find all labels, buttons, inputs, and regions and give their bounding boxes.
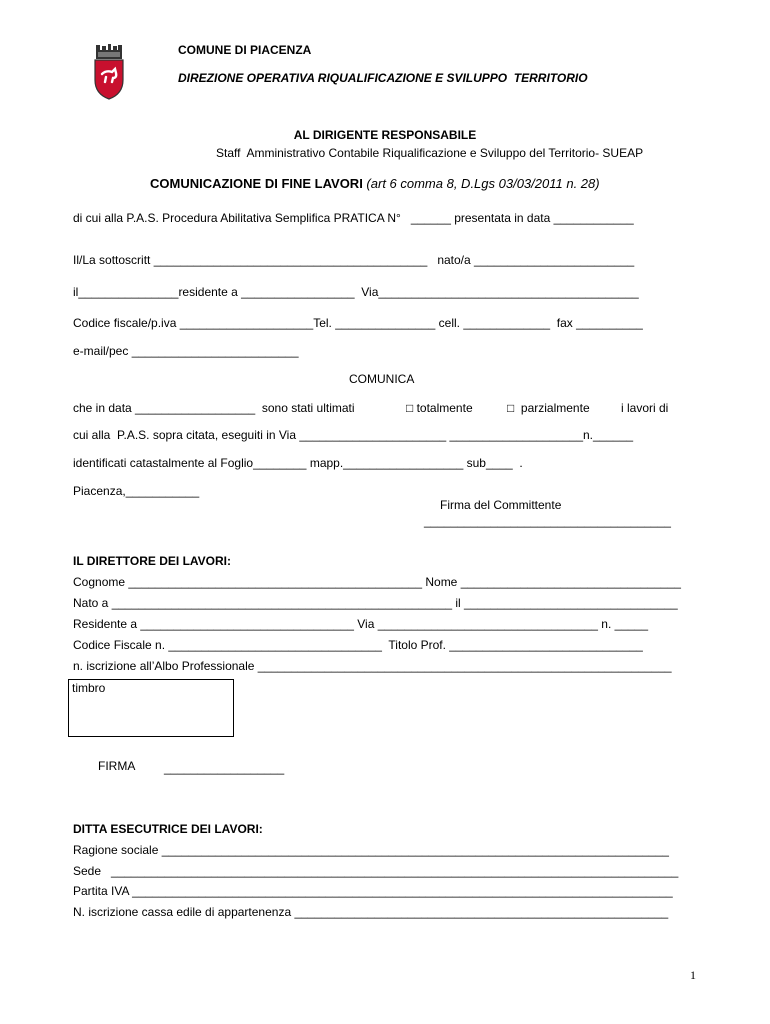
piacenza-crest-icon (92, 44, 126, 100)
firma-line[interactable]: __________________ (164, 761, 285, 775)
ditta-sede-line[interactable]: Sede _____________________________________________________________________________________ (73, 864, 679, 878)
form-title (150, 176, 600, 191)
catastali-line[interactable]: identificati catastalmente al Foglio________ mapp.__________________ sub____ . (73, 456, 523, 470)
direttore-residente-line[interactable]: Residente a ________________________________ Via _________________________________ n. _____ (73, 617, 649, 631)
ditta-ragione-sociale-line[interactable]: Ragione sociale ____________________________________________________________________________ (73, 843, 669, 857)
firma-committente-line[interactable]: _____________________________________ (424, 514, 671, 528)
recipient-title: AL DIRIGENTE RESPONSABILE (293, 128, 477, 142)
city-name: COMUNE DI PIACENZA (178, 43, 312, 57)
data-lavori-line[interactable]: che in data __________________ sono stati ultimati (73, 401, 355, 415)
form-title-reference: (art 6 comma 8, D.Lgs 03/03/2011 n. 28) (362, 176, 600, 191)
firma-committente-label: Firma del Committente (440, 498, 562, 512)
ditta-cassa-edile-line[interactable]: N. iscrizione cassa edile di appartenenza ________________________________________________________ (73, 905, 669, 919)
via-lavori-line[interactable]: cui alla P.A.S. sopra citata, eseguiti in Via ______________________ ____________________n.______ (73, 428, 634, 442)
pratica-line[interactable]: di cui alla P.A.S. Procedura Abilitativa Semplifica PRATICA N° ______ presentata in data ____________ (73, 211, 634, 225)
direttore-nato-line[interactable]: Nato a ___________________________________________________ il ________________________________ (73, 596, 678, 610)
timbro-label: timbro (72, 681, 106, 695)
comunica-heading: COMUNICA (349, 372, 415, 386)
sottoscritto-line[interactable]: Il/La sottoscritt _________________________________________ nato/a ________________________ (73, 253, 635, 267)
ditta-partita-iva-line[interactable]: Partita IVA _________________________________________________________________________________ (73, 884, 673, 898)
ditta-heading: DITTA ESECUTRICE DEI LAVORI: (73, 822, 263, 836)
recipient-subtitle: Staff Amministrativo Contabile Riqualificazione e Sviluppo del Territorio- SUEAP (216, 146, 644, 160)
direttore-cognome-line[interactable]: Cognome ____________________________________________ Nome _________________________________ (73, 575, 681, 589)
form-title-main: COMUNICAZIONE DI FINE LAVORI (150, 176, 363, 191)
direttore-albo-line[interactable]: n. iscrizione all’Albo Professionale ______________________________________________________________ (73, 659, 672, 673)
firma-label: FIRMA (98, 759, 136, 773)
page-number: 1 (690, 968, 696, 982)
totalmente-checkbox[interactable]: □ totalmente (406, 401, 473, 415)
email-line[interactable]: e-mail/pec _________________________ (73, 344, 299, 358)
luogo-data-line[interactable]: Piacenza,___________ (73, 484, 200, 498)
department-name: DIREZIONE OPERATIVA RIQUALIFICAZIONE E SVILUPPO TERRITORIO (178, 71, 588, 85)
residente-line[interactable]: il_______________residente a _________________ Via_______________________________________ (73, 285, 639, 299)
direttore-heading: IL DIRETTORE DEI LAVORI: (73, 554, 232, 568)
codice-fiscale-line[interactable]: Codice fiscale/p.iva ____________________Tel. _______________ cell. _____________ fax __________ (73, 316, 643, 330)
direttore-codice-fiscale-line[interactable]: Codice Fiscale n. ________________________________ Titolo Prof. _____________________________ (73, 638, 643, 652)
parzialmente-checkbox[interactable]: □ parzialmente (507, 401, 590, 415)
lavori-di-label: i lavori di (621, 401, 669, 415)
